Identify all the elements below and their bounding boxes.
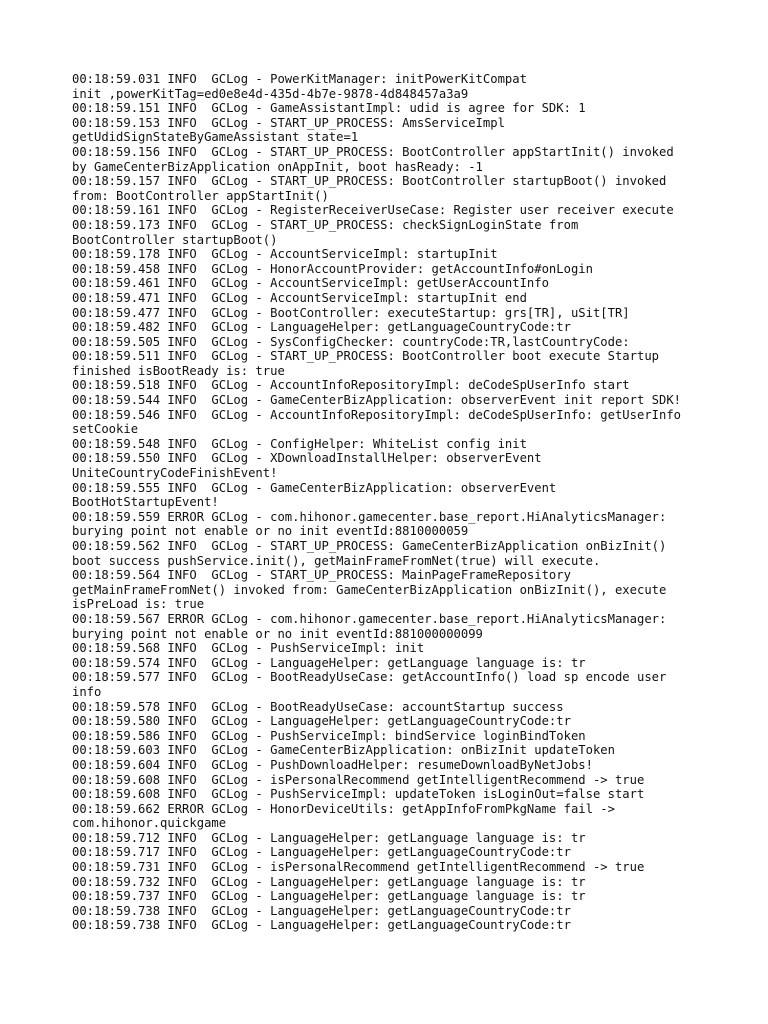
log-line: 00:18:59.505 INFO GCLog - SysConfigChecker: countryCode:TR,lastCountryCode:: [72, 334, 630, 349]
log-line: 00:18:59.662 ERROR GCLog - HonorDeviceUtils: getAppInfoFromPkgName fail -> com.hihonor.quickgame: [72, 801, 615, 831]
log-line: 00:18:59.586 INFO GCLog - PushServiceImpl: bindService loginBindToken: [72, 728, 586, 743]
log-line: 00:18:59.156 INFO GCLog - START_UP_PROCESS: BootController appStartInit() invoked by GameCenterBizApplication onAppInit, boot hasReady: -1: [72, 144, 674, 174]
log-line: 00:18:59.173 INFO GCLog - START_UP_PROCESS: checkSignLoginState from BootController startupBoot(): [72, 217, 579, 247]
log-line: 00:18:59.161 INFO GCLog - RegisterReceiverUseCase: Register user receiver execute: [72, 203, 674, 218]
log-line: 00:18:59.548 INFO GCLog - ConfigHelper: WhiteList config init: [72, 436, 527, 451]
log-line: 00:18:59.731 INFO GCLog - isPersonalRecommend getIntelligentRecommend -> true: [72, 860, 645, 875]
log-line: 00:18:59.482 INFO GCLog - LanguageHelper: getLanguageCountryCode:tr: [72, 320, 571, 335]
log-line: 00:18:59.564 INFO GCLog - START_UP_PROCESS: MainPageFrameRepository getMainFrameFromNet() invoked from: GameCenterBizApplication onBizInit(), execute isPreLoad is: true: [72, 568, 667, 612]
log-line: 00:18:59.738 INFO GCLog - LanguageHelper: getLanguageCountryCode:tr: [72, 903, 571, 918]
log-line: 00:18:59.477 INFO GCLog - BootController: executeStartup: grs[TR], uSit[TR]: [72, 305, 630, 320]
log-line: 00:18:59.717 INFO GCLog - LanguageHelper: getLanguageCountryCode:tr: [72, 845, 571, 860]
log-line: 00:18:59.567 ERROR GCLog - com.hihonor.gamecenter.base_report.HiAnalyticsManager: burying point not enable or no init eventId:881000000099: [72, 611, 667, 641]
log-line: 00:18:59.562 INFO GCLog - START_UP_PROCESS: GameCenterBizApplication onBizInit() boot success pushService.init(), getMainFrameFromNet(true) will execute.: [72, 539, 667, 568]
log-line: 00:18:59.178 INFO GCLog - AccountServiceImpl: startupInit: [72, 247, 498, 262]
log-line: 00:18:59.577 INFO GCLog - BootReadyUseCase: getAccountInfo() load sp encode user info: [72, 670, 667, 699]
log-line: 00:18:59.608 INFO GCLog - isPersonalRecommend getIntelligentRecommend -> true: [72, 772, 645, 787]
log-line: 00:18:59.568 INFO GCLog - PushServiceImpl: init: [72, 641, 425, 656]
log-line: 00:18:59.157 INFO GCLog - START_UP_PROCESS: BootController startupBoot() invoked from: BootController appStartInit(): [72, 174, 667, 203]
log-line: 00:18:59.151 INFO GCLog - GameAssistantImpl: udid is agree for SDK: 1: [72, 101, 586, 116]
log-line: 00:18:59.555 INFO GCLog - GameCenterBizApplication: observerEvent BootHotStartupEvent!: [72, 480, 557, 510]
log-line: 00:18:59.574 INFO GCLog - LanguageHelper: getLanguage language is: tr: [72, 655, 586, 670]
log-line: 00:18:59.471 INFO GCLog - AccountServiceImpl: startupInit end: [72, 290, 527, 305]
log-line: 00:18:59.604 INFO GCLog - PushDownloadHelper: resumeDownloadByNetJobs!: [72, 757, 593, 772]
log-line: 00:18:59.603 INFO GCLog - GameCenterBizApplication: onBizInit updateToken: [72, 743, 615, 758]
log-line: 00:18:59.608 INFO GCLog - PushServiceImpl: updateToken isLoginOut=false start: [72, 787, 645, 802]
log-line: 00:18:59.511 INFO GCLog - START_UP_PROCESS: BootController boot execute Startup finished isBootReady is: true: [72, 349, 659, 378]
log-line: 00:18:59.544 INFO GCLog - GameCenterBizApplication: observerEvent init report SDK!: [72, 393, 682, 408]
log-line: 00:18:59.546 INFO GCLog - AccountInfoRepositoryImpl: deCodeSpUserInfo: getUserInfo setCookie: [72, 407, 682, 437]
log-line: 00:18:59.458 INFO GCLog - HonorAccountProvider: getAccountInfo#onLogin: [72, 261, 593, 276]
log-line: 00:18:59.518 INFO GCLog - AccountInfoRepositoryImpl: deCodeSpUserInfo start: [72, 378, 630, 393]
log-line: 00:18:59.461 INFO GCLog - AccountServiceImpl: getUserAccountInfo: [72, 276, 549, 291]
log-line: 00:18:59.550 INFO GCLog - XDownloadInstallHelper: observerEvent UniteCountryCodeFinishEvent!: [72, 451, 542, 481]
log-line: 00:18:59.712 INFO GCLog - LanguageHelper: getLanguage language is: tr: [72, 830, 586, 845]
log-line: 00:18:59.031 INFO GCLog - PowerKitManager: initPowerKitCompat init ,powerKitTag=ed0e8e4d-435d-4b7e-9878-4d848457a3a9: [72, 72, 527, 101]
log-line: 00:18:59.153 INFO GCLog - START_UP_PROCESS: AmsServiceImpl getUdidSignStateByGameAssistant state=1: [72, 115, 505, 145]
log-line: 00:18:59.580 INFO GCLog - LanguageHelper: getLanguageCountryCode:tr: [72, 714, 571, 729]
log-line: 00:18:59.737 INFO GCLog - LanguageHelper: getLanguage language is: tr: [72, 889, 586, 904]
log-line: 00:18:59.578 INFO GCLog - BootReadyUseCase: accountStartup success: [72, 699, 564, 714]
log-document: [72, 72, 712, 933]
log-line: 00:18:59.559 ERROR GCLog - com.hihonor.gamecenter.base_report.HiAnalyticsManager: burying point not enable or no init eventId:8810000059: [72, 509, 667, 539]
log-line: 00:18:59.732 INFO GCLog - LanguageHelper: getLanguage language is: tr: [72, 874, 586, 889]
log-line: 00:18:59.738 INFO GCLog - LanguageHelper: getLanguageCountryCode:tr: [72, 918, 571, 933]
